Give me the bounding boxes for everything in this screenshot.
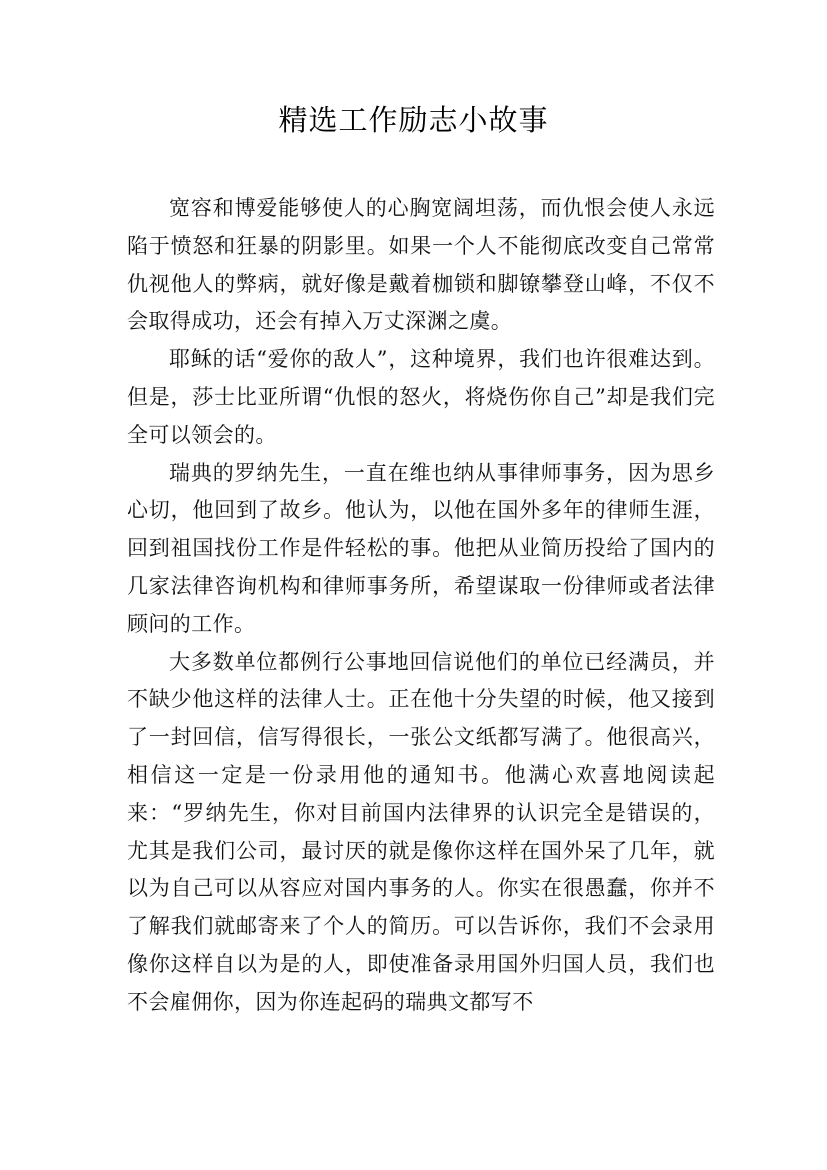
paragraph: 大多数单位都例行公事地回信说他们的单位已经满员，并不缺少他这样的法律人士。正在他十分失望的时候，他又接到了一封回信，信写得很长，一张公文纸都写满了。他很高兴，相信这一定是一份录用他的通知书。他满心欢喜地阅读起来：“罗纳先生，你对目前国内法律界的认识完全是错误的，尤其是我们公司，最讨厌的就是像你这样在国外呆了几年，就以为自己可以从容应对国内事务的人。你实在很愚蠢，你并不了解我们就邮寄来了个人的简历。可以告诉你，我们不会录用像你这样自以为是的人，即使准备录用国外归国人员，我们也不会雇佣你，因为你连起码的瑞典文都写不 bbox=[127, 649, 715, 1014]
paragraph: 宽容和博爱能够使人的心胸宽阔坦荡，而仇恨会使人永远陷于愤怒和狂暴的阴影里。如果一个人不能彻底改变自己常常仇视他人的弊病，就好像是戴着枷锁和脚镣攀登山峰，不仅不会取得成功，还会有掉入万丈深渊之虞。 bbox=[127, 196, 715, 334]
document-title: 精选工作励志小故事 bbox=[278, 103, 549, 137]
document-body bbox=[127, 190, 715, 1022]
paragraph: 瑞典的罗纳先生，一直在维也纳从事律师事务，因为思乡心切，他回到了故乡。他认为，以他在国外多年的律师生涯，回到祖国找份工作是件轻松的事。他把从业简历投给了国内的几家法律咨询机构和律师事务所，希望谋取一份律师或者法律顾问的工作。 bbox=[127, 460, 715, 636]
paragraph: 耶稣的话“爱你的敌人”，这种境界，我们也许很难达到。但是，莎士比亚所谓“仇恨的怒火，将烧伤你自己”却是我们完全可以领会的。 bbox=[127, 347, 715, 447]
